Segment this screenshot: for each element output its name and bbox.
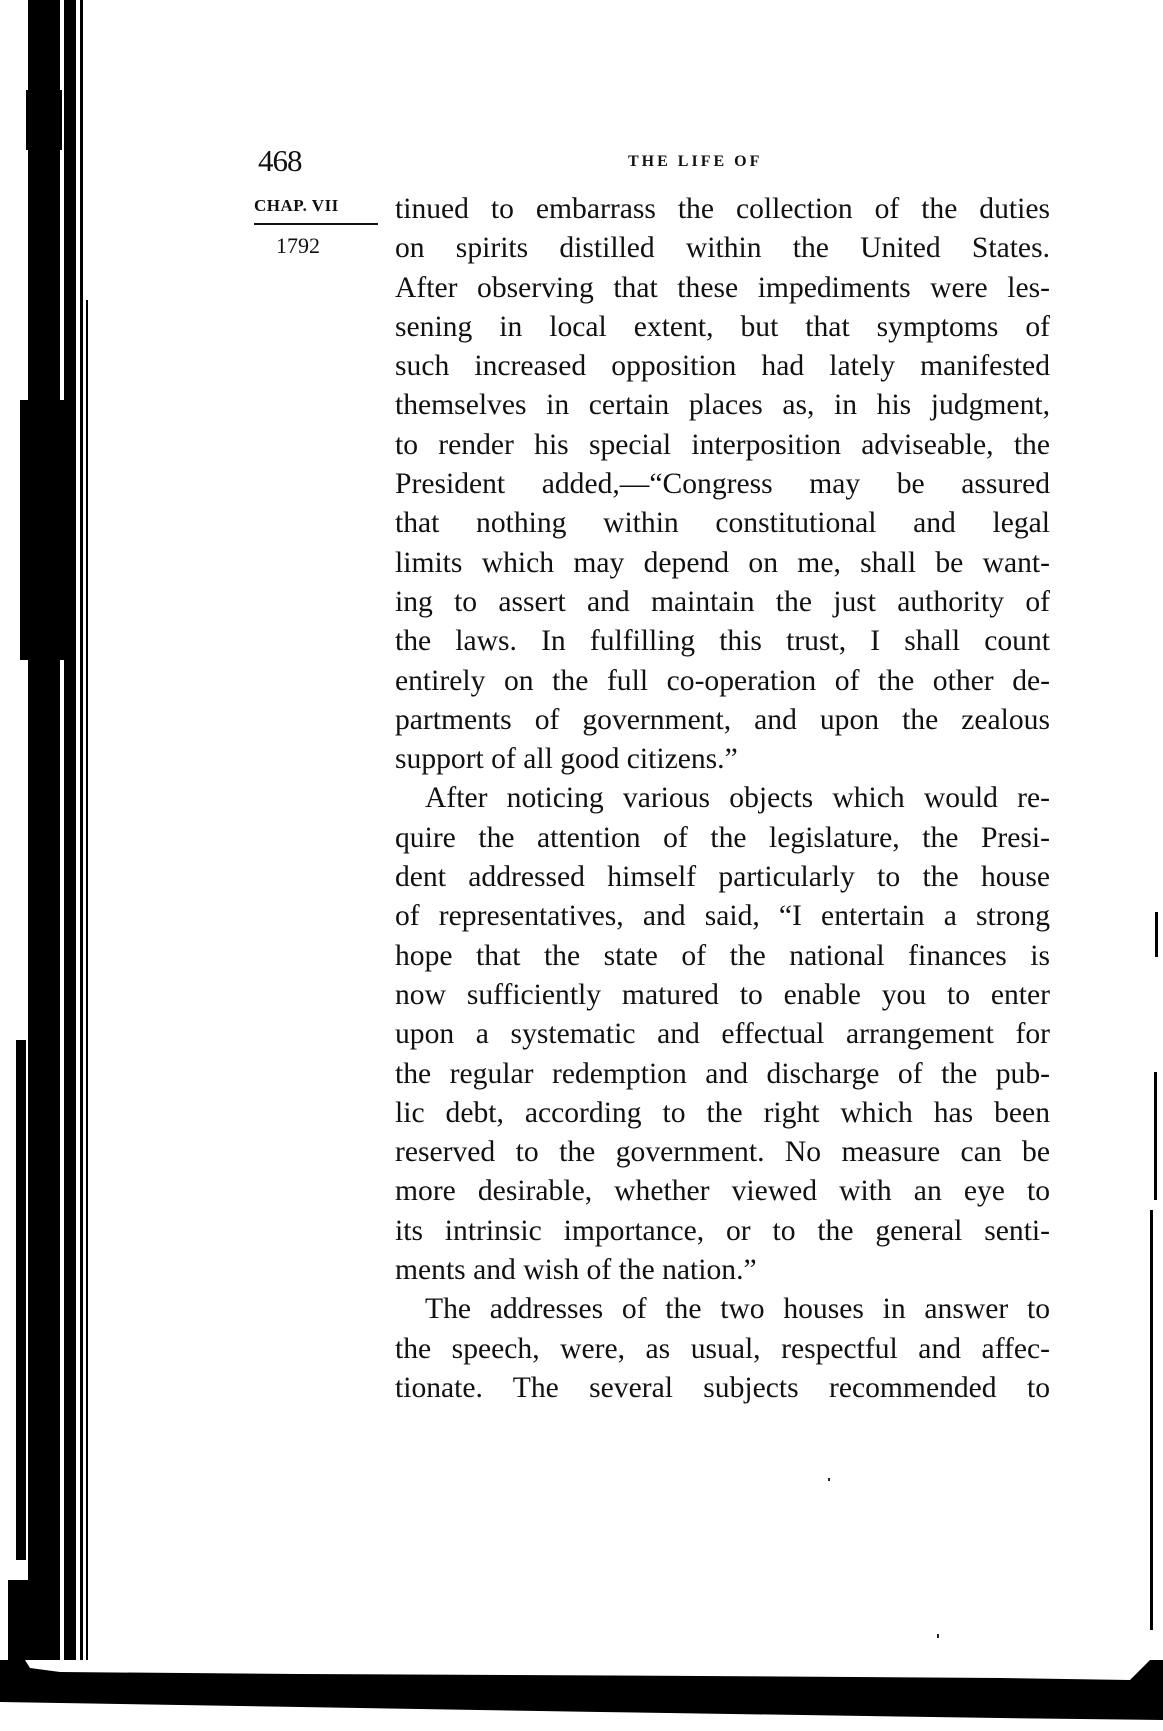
text-line: its intrinsic importance, or to the general senti- [395, 1214, 1050, 1247]
year-label: 1792 [276, 233, 320, 258]
text-line: partments of government, and upon the zealous [395, 703, 1050, 736]
text-line: of representatives, and said, “I entertain a strong [395, 900, 1050, 933]
text-line: sening in local extent, but that symptoms of [395, 310, 1050, 343]
text-line: on spirits distilled within the United States. [395, 232, 1050, 265]
scan-speck [937, 1634, 939, 1638]
text-line: hope that the state of the national finances is [395, 939, 1050, 972]
scan-edge-mark [1154, 1072, 1157, 1200]
text-line: tinued to embarrass the collection of the duties [395, 193, 1050, 225]
scan-edge-mark [1150, 1210, 1153, 1630]
text-line: more desirable, whether viewed with an eye to [395, 1175, 1050, 1208]
body-text [395, 190, 1050, 1408]
text-line: now sufficiently matured to enable you to enter [395, 978, 1050, 1011]
text-line: themselves in certain places as, in his judgment, [395, 389, 1050, 422]
margin-rule [254, 223, 378, 225]
running-title: THE LIFE OF [628, 153, 763, 170]
text-line: to render his special interposition adviseable, the [395, 428, 1050, 461]
text-line: limits which may depend on me, shall be want- [395, 546, 1050, 579]
text-line: the speech, were, as usual, respectful and affec- [395, 1332, 1050, 1365]
text-line: the regular redemption and discharge of the pub- [395, 1057, 1050, 1090]
text-line: tionate. The several subjects recommended to [395, 1371, 1050, 1404]
page-binding-edge [0, 0, 90, 1660]
running-head [258, 143, 1048, 179]
text-line: After observing that these impediments were les- [395, 271, 1050, 304]
text-line: quire the attention of the legislature, the Presi- [395, 821, 1050, 854]
text-line: support of all good citizens.” [395, 743, 738, 776]
text-line: dent addressed himself particularly to the house [395, 861, 1050, 894]
text-line: such increased opposition had lately manifested [395, 350, 1050, 383]
page-bottom-edge [0, 1660, 1163, 1731]
text-line: lic debt, according to the right which has been [395, 1096, 1050, 1129]
text-line: entirely on the full co-operation of the other de- [395, 664, 1050, 697]
text-line: that nothing within constitutional and legal [395, 507, 1050, 540]
text-line: upon a systematic and effectual arrangement for [395, 1018, 1050, 1051]
scan-speck [828, 1478, 830, 1481]
margin-note [254, 196, 384, 259]
text-line: After noticing various objects which would re- [425, 782, 1050, 815]
text-line: ing to assert and maintain the just authority of [395, 585, 1050, 618]
text-line: President added,—“Congress may be assured [395, 468, 1050, 501]
chapter-label: CHAP. VII [254, 196, 339, 215]
text-line: the laws. In fulfilling this trust, I shall count [395, 625, 1050, 658]
scan-edge-mark [1155, 912, 1158, 957]
text-line: The addresses of the two houses in answer to [425, 1293, 1050, 1326]
text-line: ments and wish of the nation.” [395, 1254, 757, 1287]
text-line: reserved to the government. No measure can be [395, 1136, 1050, 1169]
page-number: 468 [258, 143, 302, 178]
